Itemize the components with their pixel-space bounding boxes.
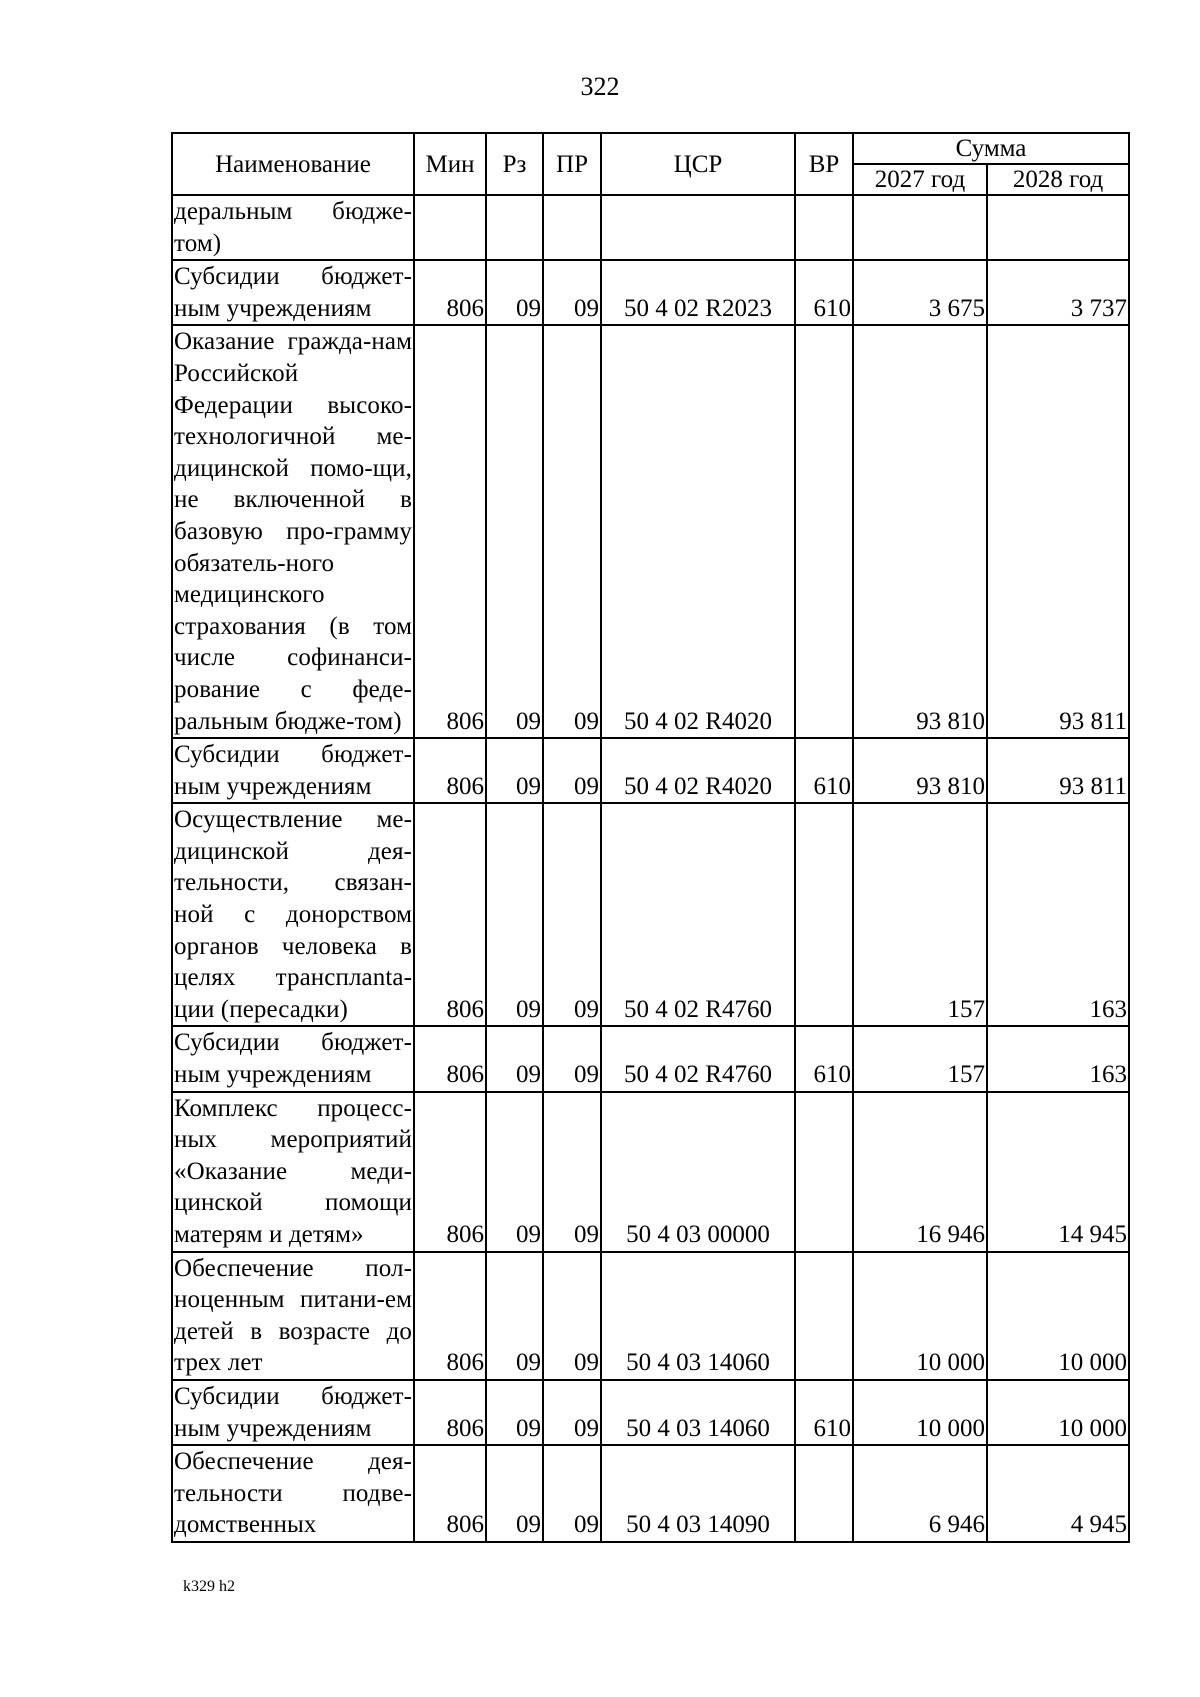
row-sum-2028: 93 811	[987, 738, 1129, 803]
row-csr: 50 4 03 00000	[601, 1092, 795, 1252]
row-vr: 610	[795, 260, 853, 325]
row-sum-2027: 157	[853, 1026, 987, 1091]
row-vr: 610	[795, 1026, 853, 1091]
row-sum-2028	[987, 195, 1129, 260]
row-rz: 09	[486, 260, 543, 325]
row-min: 806	[414, 1026, 486, 1091]
row-pr	[543, 195, 601, 260]
row-rz: 09	[486, 1252, 543, 1380]
row-vr	[795, 803, 853, 1026]
table-row	[172, 325, 1129, 738]
row-csr: 50 4 02 R4760	[601, 1026, 795, 1091]
row-sum-2028: 10 000	[987, 1252, 1129, 1380]
page-number: 322	[580, 72, 620, 101]
row-csr: 50 4 02 R4020	[601, 738, 795, 803]
header-name: Наименование	[172, 133, 414, 195]
row-vr	[795, 1092, 853, 1252]
row-rz: 09	[486, 1026, 543, 1091]
row-sum-2027: 93 810	[853, 325, 987, 738]
row-rz: 09	[486, 803, 543, 1026]
row-min: 806	[414, 1445, 486, 1542]
row-name: Субсидии бюджет-ным учреждениям	[172, 1380, 414, 1445]
row-vr	[795, 325, 853, 738]
row-sum-2028: 163	[987, 1026, 1129, 1091]
row-sum-2027: 16 946	[853, 1092, 987, 1252]
header-pr: ПР	[543, 133, 601, 195]
row-sum-2028: 14 945	[987, 1092, 1129, 1252]
row-rz: 09	[486, 1445, 543, 1542]
row-sum-2028: 10 000	[987, 1380, 1129, 1445]
table-row	[172, 1092, 1129, 1252]
row-min: 806	[414, 803, 486, 1026]
row-vr: 610	[795, 1380, 853, 1445]
row-min	[414, 195, 486, 260]
row-pr: 09	[543, 1092, 601, 1252]
row-pr: 09	[543, 260, 601, 325]
row-sum-2028: 163	[987, 803, 1129, 1026]
row-sum-2027: 93 810	[853, 738, 987, 803]
row-pr: 09	[543, 803, 601, 1026]
header-vr: ВР	[795, 133, 853, 195]
row-sum-2027: 3 675	[853, 260, 987, 325]
row-rz: 09	[486, 1380, 543, 1445]
row-sum-2028: 4 945	[987, 1445, 1129, 1542]
row-min: 806	[414, 1380, 486, 1445]
header-sum: Сумма	[853, 133, 1129, 164]
row-min: 806	[414, 325, 486, 738]
row-name: Оказание гражда-нам Российской Федерации высоко-технологичной ме-дицинской помо-щи, не включенной в базовую про-грамму обязатель-ного медицинского страхования (в том числе софинанси-рование с феде-ральным бюдже-том)	[172, 325, 414, 738]
row-name: Субсидии бюджет-ным учреждениям	[172, 738, 414, 803]
row-sum-2027: 10 000	[853, 1380, 987, 1445]
row-sum-2027: 157	[853, 803, 987, 1026]
table-row	[172, 803, 1129, 1026]
row-pr: 09	[543, 1380, 601, 1445]
table-row	[172, 1445, 1129, 1542]
row-sum-2027: 10 000	[853, 1252, 987, 1380]
table-row	[172, 1026, 1129, 1091]
header-year-2027: 2027 год	[853, 164, 987, 195]
table-row	[172, 260, 1129, 325]
header-year-2028: 2028 год	[987, 164, 1129, 195]
row-pr: 09	[543, 1445, 601, 1542]
row-sum-2027	[853, 195, 987, 260]
row-rz: 09	[486, 738, 543, 803]
table-row	[172, 738, 1129, 803]
row-rz	[486, 195, 543, 260]
row-min: 806	[414, 738, 486, 803]
row-csr: 50 4 03 14060	[601, 1252, 795, 1380]
header-min: Мин	[414, 133, 486, 195]
row-vr: 610	[795, 738, 853, 803]
row-name: деральным бюдже-том)	[172, 195, 414, 260]
row-sum-2028: 93 811	[987, 325, 1129, 738]
row-csr: 50 4 02 R2023	[601, 260, 795, 325]
row-pr: 09	[543, 1026, 601, 1091]
budget-table	[171, 132, 1130, 1543]
header-csr: ЦСР	[601, 133, 795, 195]
table-row	[172, 1252, 1129, 1380]
row-min: 806	[414, 260, 486, 325]
row-csr: 50 4 02 R4760	[601, 803, 795, 1026]
row-csr: 50 4 02 R4020	[601, 325, 795, 738]
row-name: Осуществление ме-дицинской дея-тельности, связан-ной с донорством органов человека в целях трансплanta-ции (пересадки)	[172, 803, 414, 1026]
row-pr: 09	[543, 325, 601, 738]
row-min: 806	[414, 1252, 486, 1380]
row-name: Комплекс процесс-ных мероприятий «Оказание меди-цинской помощи матерям и детям»	[172, 1092, 414, 1252]
row-sum-2027: 6 946	[853, 1445, 987, 1542]
row-vr	[795, 1252, 853, 1380]
table-row	[172, 195, 1129, 260]
row-min: 806	[414, 1092, 486, 1252]
row-vr	[795, 195, 853, 260]
row-name: Обеспечение пол-ноценным питани-ем детей в возрасте до трех лет	[172, 1252, 414, 1380]
footer-code: k329 h2	[183, 1578, 235, 1595]
row-pr: 09	[543, 738, 601, 803]
row-csr	[601, 195, 795, 260]
row-name: Субсидии бюджет-ным учреждениям	[172, 260, 414, 325]
row-csr: 50 4 03 14060	[601, 1380, 795, 1445]
row-rz: 09	[486, 325, 543, 738]
row-csr: 50 4 03 14090	[601, 1445, 795, 1542]
row-vr	[795, 1445, 853, 1542]
table-body	[172, 195, 1129, 1542]
row-name: Обеспечение дея-тельности подве-домственных	[172, 1445, 414, 1542]
row-pr: 09	[543, 1252, 601, 1380]
row-rz: 09	[486, 1092, 543, 1252]
table-row	[172, 1380, 1129, 1445]
row-name: Субсидии бюджет-ным учреждениям	[172, 1026, 414, 1091]
header-rz: Рз	[486, 133, 543, 195]
row-sum-2028: 3 737	[987, 260, 1129, 325]
